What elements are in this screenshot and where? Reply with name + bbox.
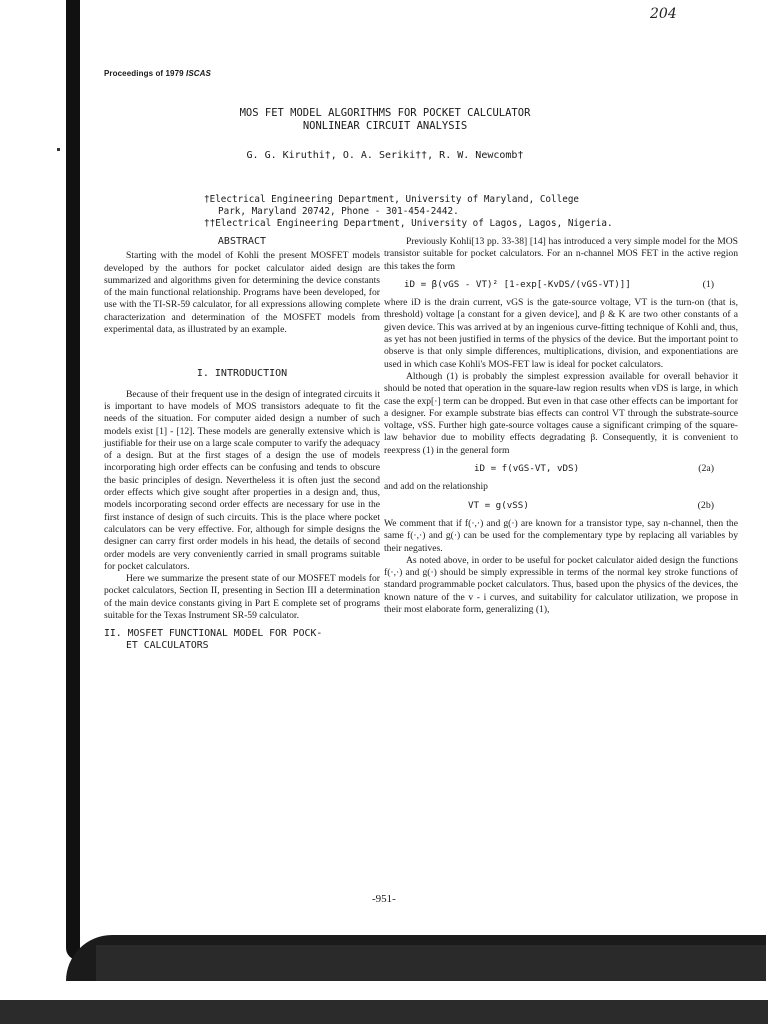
equation-2a-expression: iD = f(vGS-VT, vDS) [474,463,580,475]
intro-paragraph-2: Here we summarize the present state of our MOSFET models for pocket calculators, Section II, presenting in Section III a determination of the main device constants giving in Part E complete set of programs suitable for the Texas Instrument SR-59 calculator. [104,573,380,622]
affiliation-2: ††Electrical Engineering Department, University of Lagos, Lagos, Nigeria. [204,218,613,229]
intro-heading: I. INTRODUCTION [196,368,288,380]
section-2-heading-line-2: ET CALCULATORS [126,640,209,652]
proceedings-prefix: Proceedings of 1979 [104,69,187,78]
right-paragraph-6: As noted above, in order to be useful for pocket calculator aided design the functions f(·,·) and g(·) should be simply expressible in terms of the normal key stroke functions of standard programmable pocket calculators. Thus, based upon the physics of the devices, the known nature of the v - i curves, and suitability for calculator utilization, we propose in their most elaborate form, generalizing (1), [384,554,738,616]
page-number: -951- [372,893,396,905]
right-paragraph-1: Previously Kohli[13 pp. 33-38] [14] has introduced a very simple model for the MOS transistor suitable for pocket calculators. For an n-channel MOS FET in the active region this takes the form [384,236,738,272]
equation-1 [384,279,738,291]
scan-speck [57,148,60,151]
abstract-heading: ABSTRACT [217,236,267,247]
affiliation-1-line-2: Park, Maryland 20742, Phone - 301-454-2442. [218,206,459,217]
title-line-2: NONLINEAR CIRCUIT ANALYSIS [302,120,468,132]
book-binding-edge [66,0,80,960]
right-paragraph-2: where iD is the drain current, vGS is the gate-source voltage, VT is the turn-on (that is, threshold) voltage [a constant for a given device], and β & K are two other constants of a given device. This was arrived at by an ingenious curve-fitting technique of Kohli and, thus, as yet has not been justified in terms of the physics of the device. But the important point to observe is that only simple differences, multiplications, division, and exponentiations are used in which case Kohli's MOS-FET law is ideal for pocket calculators. [384,297,738,370]
right-paragraph-4: and add on the relationship [384,481,488,493]
equation-2b-number: (2b) [697,499,714,511]
section-2-heading-line-1: II. MOSFET FUNCTIONAL MODEL FOR POCK- [104,628,323,640]
affiliations [204,194,674,230]
abstract-text: Starting with the model of Kohli the present MOSFET models developed by the authors for pocket calculator aided design are summarized and algorithms given for determining the device constants of the main functional relationship. Programs have been developed, for use with the TI-SR-59 calculator, for all expressions allowing complete characterization and determination of the MOSFET models from experimental data, as illustrated by an example. [104,250,380,336]
book-binding-foot [66,935,766,981]
author-list: G. G. Kiruthi†, O. A. Seriki††, R. W. Newcomb† [246,150,524,161]
affiliation-1-line-1: †Electrical Engineering Department, University of Maryland, College [204,194,580,205]
equation-2a-number: (2a) [698,463,714,475]
handwritten-page-number: 204 [650,6,677,22]
equation-1-number: (1) [702,278,714,290]
equation-1-expression: iD = β(vGS - VT)² [1-exp[-KvDS/(vGS-VT)]] [404,278,631,290]
right-paragraph-5: We comment that if f(·,·) and g(·) are known for a transistor type, say n-channel, then the same f(·,·) and g(·) can be used for the complementary type by replacing all variables by their negatives. [384,517,738,554]
equation-2b [384,500,738,512]
section-2-heading [104,628,380,652]
scanner-bottom-strip [0,1000,768,1024]
proceedings-header [104,69,211,78]
left-column [104,236,380,652]
equation-2a [384,463,738,475]
title-line-1: MOS FET MODEL ALGORITHMS FOR POCKET CALCULATOR [239,107,531,119]
paper-title [150,107,620,133]
right-paragraph-3: Although (1) is probably the simplest expression available for overall behavior it should be noted that operation in the square-law region results when vDS is large, in which case the exp[·] term can be dropped. But even in that case other effects can be important for a designer. For example substrate bias effects can control VT through the substrate-source voltage, vSS. Further high gate-source voltages cause a significant crimping of the square-law behavior due to mobility effects degradating β. Consequently, it is convenient to reexpress (1) in the general form [384,370,738,456]
right-column [384,236,738,616]
proceedings-venue: ISCAS [186,69,211,78]
equation-2b-expression: VT = g(vSS) [468,499,529,511]
intro-paragraph-1: Because of their frequent use in the design of integrated circuits it is important to have models of MOS transistors adequate to fit the needs of the situation. For computer aided design a number of such models exist [1] - [12]. These models are generally extensive which is justifiable for their use on a large scale computer to varify the adequacy of a design. But at the first stages of a design the use of models incorporating high order effects can be confusing and tends to obscure the basic principles of design. Nevertheless it is often just the second order effects which give sought after properties in a design and, thus, models incorporating second order effects are necessary for use in the first instance of design of such circuits. This is the place where pocket calculators can be very effective. For, although for simple designs the designer can carry first order models in his head, the details of second order models are very conveniently carried in small programs suitable for pocket calculators. [104,388,380,572]
